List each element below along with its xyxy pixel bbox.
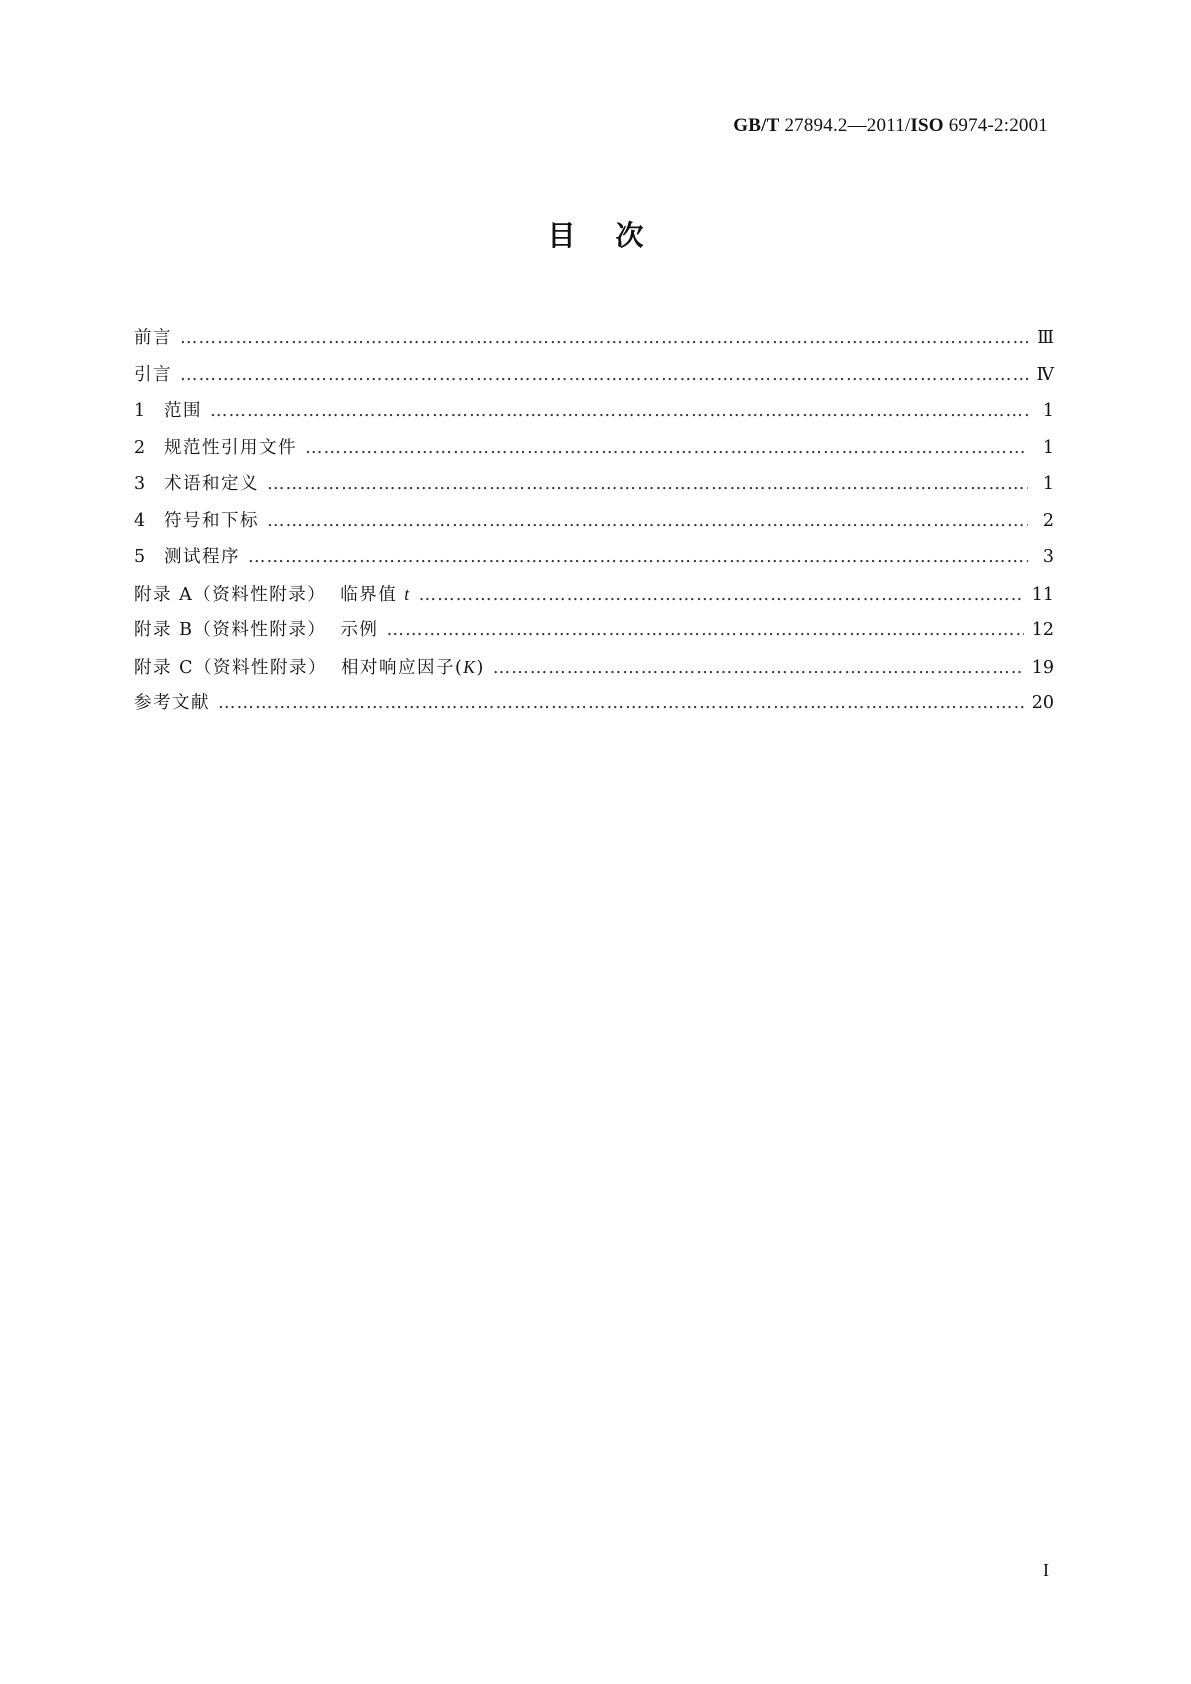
- toc-leader-dots: [218, 685, 1024, 722]
- toc-entry-text: 引言: [134, 364, 172, 385]
- toc-entry-test-procedure[interactable]: [134, 539, 1054, 576]
- toc-leader-dots: [180, 320, 1028, 357]
- toc-entry-text: 术语和定义: [164, 474, 259, 494]
- toc-entry-number: 5: [134, 547, 146, 567]
- toc-entry-number: 2: [134, 437, 146, 458]
- toc-leader-dots: [248, 539, 1028, 576]
- toc-leader-dots: [493, 650, 1024, 687]
- toc-entry-text: 参考文献: [134, 693, 210, 713]
- toc-leader-dots: [419, 577, 1024, 614]
- page-title: 目次: [547, 219, 684, 252]
- toc-entry-text: [134, 649, 485, 687]
- toc-entry-page: Ⅳ: [1036, 364, 1054, 385]
- toc-entry-introduction[interactable]: [134, 357, 1054, 394]
- toc-entry-number: 1: [134, 401, 146, 421]
- toc-entry-page: Ⅲ: [1037, 328, 1054, 348]
- toc-entry-page: 11: [1031, 584, 1054, 605]
- toc-entry-annex-title: 示例: [340, 620, 379, 640]
- standard-code-part-c: ISO: [910, 115, 944, 136]
- toc-entry-annex-c[interactable]: [134, 649, 1054, 686]
- toc-entry-normative-references[interactable]: [134, 430, 1054, 467]
- toc-leader-dots: [180, 357, 1028, 394]
- toc-entry-symbols-subscripts[interactable]: [134, 503, 1054, 540]
- toc-entry-italic-symbol: t: [404, 583, 411, 604]
- standard-code-part-b: 27894.2—2011/: [784, 115, 911, 136]
- toc-entry-number: 3: [134, 474, 146, 494]
- toc-entry-annex-prefix: 附录 B（资料性附录）: [134, 620, 327, 640]
- toc-entry-annex-suffix: ): [476, 657, 485, 678]
- toc-entry-foreword[interactable]: [134, 320, 1054, 357]
- toc-leader-dots: [267, 503, 1028, 540]
- standard-code: [733, 115, 1048, 137]
- toc-entry-annex-b[interactable]: [134, 612, 1054, 649]
- table-of-contents: [134, 320, 1054, 722]
- standard-code-part-a: GB/T: [733, 115, 780, 136]
- toc-entry-scope[interactable]: [134, 393, 1054, 430]
- toc-entry-text: 测试程序: [164, 547, 240, 567]
- toc-entry-annex-prefix: 附录 C（资料性附录）: [134, 657, 327, 678]
- toc-entry-text: 符号和下标: [164, 510, 259, 531]
- toc-entry-page: 1: [1042, 437, 1054, 458]
- toc-entry-page: 20: [1031, 693, 1054, 713]
- toc-entry-annex-a[interactable]: [134, 576, 1054, 613]
- toc-leader-dots: [305, 430, 1028, 467]
- toc-entry-text: 前言: [134, 328, 172, 348]
- toc-entry-text: 范围: [164, 401, 202, 421]
- toc-entry-number: 4: [134, 510, 146, 531]
- toc-leader-dots: [267, 466, 1028, 503]
- toc-entry-page: 1: [1042, 474, 1054, 494]
- toc-entry-annex-title: 相对响应因子(: [340, 657, 464, 678]
- page-number: I: [1043, 1560, 1049, 1580]
- toc-entry-page: 2: [1042, 510, 1054, 531]
- toc-entry-italic-symbol: K: [463, 656, 477, 677]
- toc-entry-text: [134, 612, 378, 649]
- toc-leader-dots: [210, 393, 1028, 430]
- toc-entry-bibliography[interactable]: [134, 685, 1054, 722]
- standard-code-part-d: 6974-2:2001: [948, 115, 1048, 136]
- toc-entry-page: 1: [1042, 401, 1054, 421]
- toc-entry-annex-prefix: 附录 A（资料性附录）: [134, 584, 327, 605]
- toc-entry-page: 19: [1031, 657, 1054, 678]
- toc-leader-dots: [386, 612, 1023, 649]
- toc-entry-annex-title: 临界值: [340, 584, 398, 605]
- toc-entry-page: 12: [1031, 620, 1054, 640]
- toc-entry-text: [134, 576, 411, 614]
- toc-entry-text: 规范性引用文件: [164, 437, 297, 458]
- toc-entry-page: 3: [1042, 547, 1054, 567]
- toc-entry-terms-definitions[interactable]: [134, 466, 1054, 503]
